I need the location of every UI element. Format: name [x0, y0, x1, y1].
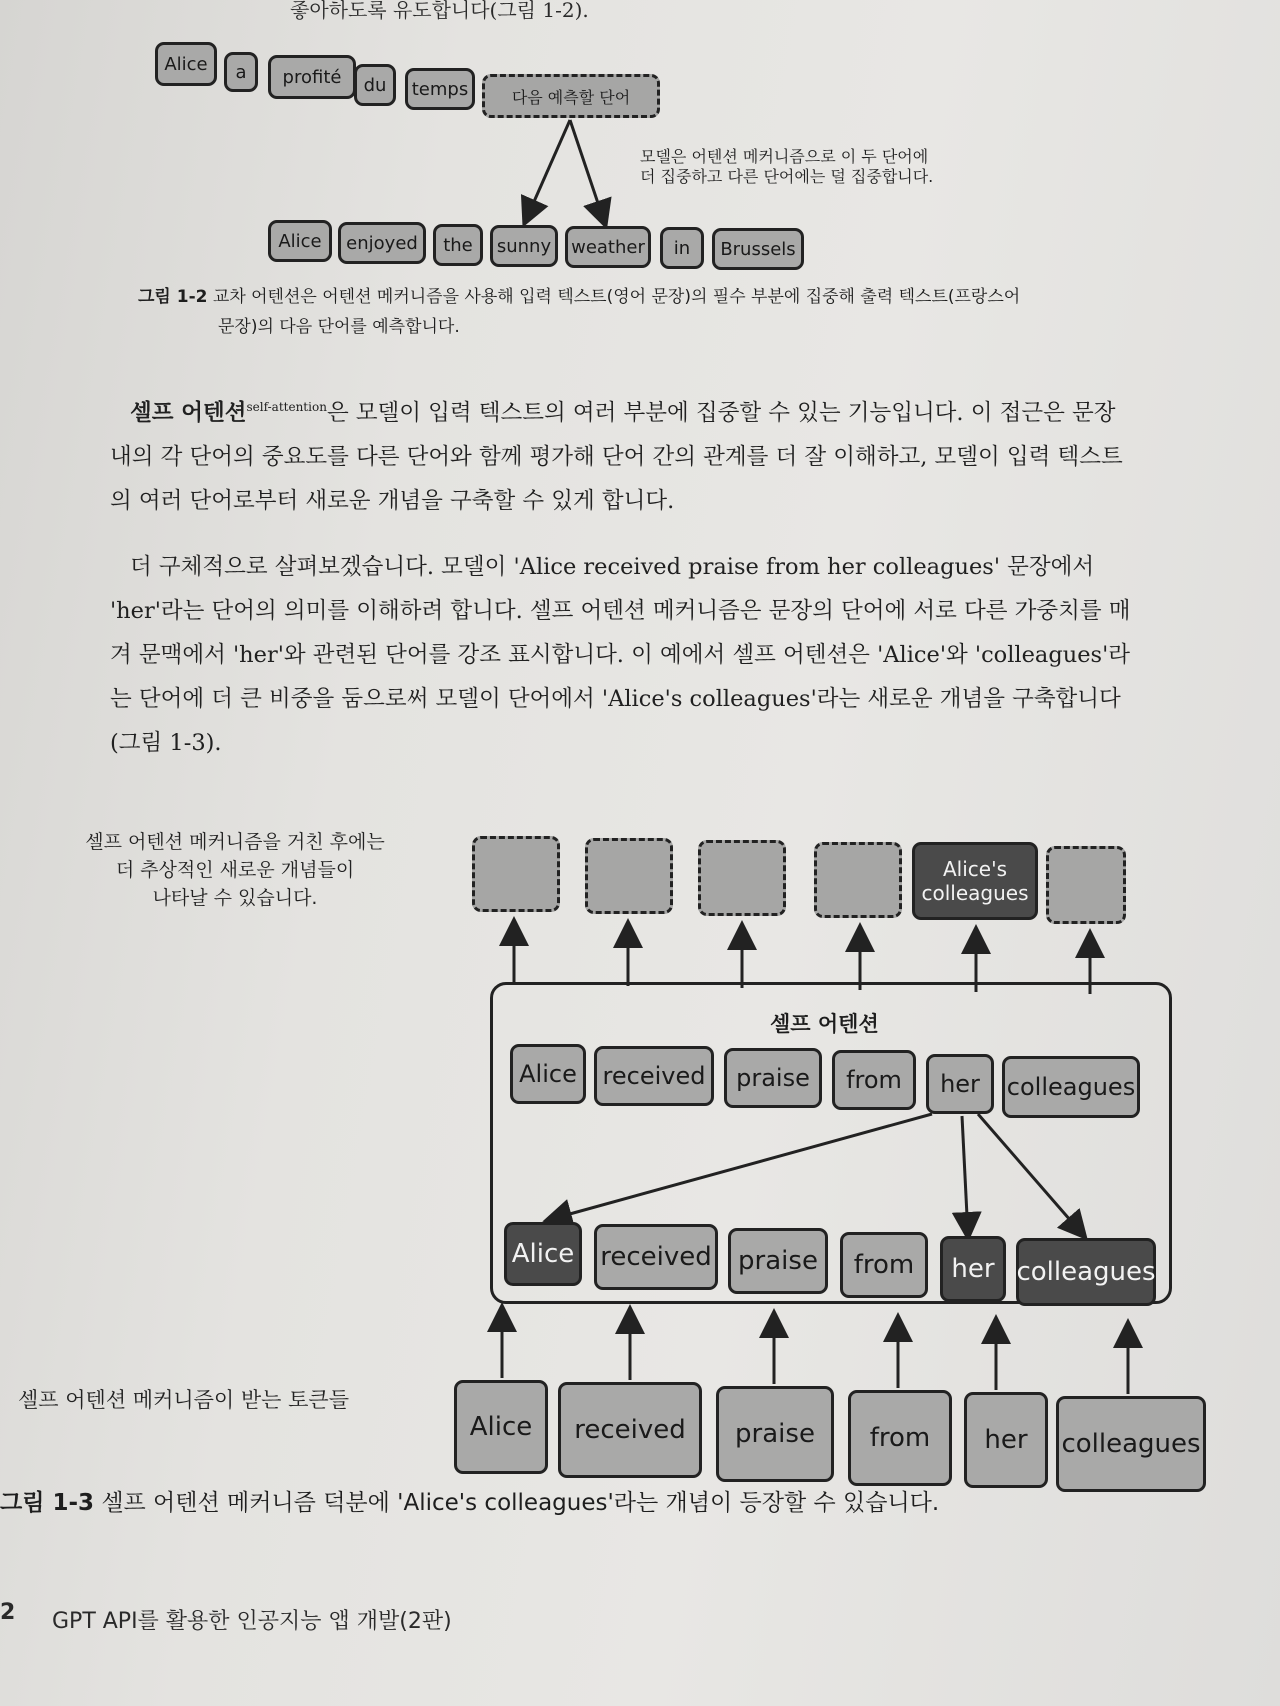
top-note-line-2: 더 추상적인 새로운 개념들이: [115, 859, 355, 881]
top-note-line-1: 셀프 어텐션 메커니즘을 거친 후에는: [85, 831, 385, 853]
figure-1-3-caption: [0, 1484, 1060, 1517]
fig2-note-line-1: 모델은 어텐션 메커니즘으로 이 두 단어에: [640, 147, 929, 166]
input-token-her: her: [964, 1392, 1048, 1488]
caption-label: 그림 1-3: [0, 1490, 94, 1516]
term-english: self-attention: [246, 400, 327, 414]
next-word-placeholder: 다음 예측할 단어: [482, 74, 660, 118]
page-number: 2: [0, 1600, 16, 1625]
panel-token-from: from: [832, 1050, 916, 1110]
english-token-alice: Alice: [268, 220, 332, 262]
panel-token-colleagues: colleagues: [1002, 1056, 1140, 1118]
panel-output-token-from: from: [840, 1232, 928, 1298]
input-token-received: received: [558, 1382, 702, 1478]
panel-token-alice: Alice: [510, 1044, 586, 1104]
input-token-praise: praise: [716, 1386, 834, 1482]
english-token-the: the: [433, 224, 483, 266]
output-concept-alices-colleagues: Alice's colleagues: [912, 842, 1038, 920]
french-token-profite: profité: [268, 55, 356, 99]
caption-text-line-1: 교차 어텐션은 어텐션 메커니즘을 사용해 입력 텍스트(영어 문장)의 필수 부분에 집중해 출력 텍스트(프랑스어: [212, 287, 1021, 307]
english-token-weather: weather: [565, 226, 651, 268]
panel-output-token-received: received: [594, 1224, 718, 1290]
input-token-colleagues: colleagues: [1056, 1396, 1206, 1492]
caption-text: 셀프 어텐션 메커니즘 덕분에 'Alice's colleagues'라는 개념이 등장할 수 있습니다.: [101, 1490, 940, 1516]
panel-token-her: her: [926, 1054, 994, 1114]
french-token-alice: Alice: [155, 42, 217, 86]
fig2-note-line-2: 더 집중하고 다른 단어에는 덜 집중합니다.: [640, 167, 934, 186]
english-token-enjoyed: enjoyed: [338, 222, 426, 264]
caption-text-line-2: 문장)의 다음 단어를 예측합니다.: [218, 317, 460, 337]
paragraph-2-text: 더 구체적으로 살펴보겠습니다. 모델이 'Alice received praise from her colleagues' 문장에서 'her'라는 단어의 의미를 이해하려 합니다. 셀프 어텐션 메커니즘은 문장의 단어에 서로 다른 가중치를 매겨 문맥에서 'her'와 관련된 단어를 강조 표시합니다. 이 예에서 셀프 어텐션은 'Alice'와 'colleagues'라는 단어에 더 큰 비중을 둠으로써 모델이 단어에서 'Alice's colleagues'라는 새로운 개념을 구축합니다(그림 1-3).: [110, 554, 1131, 756]
paragraph-1-text: 은 모델이 입력 텍스트의 여러 부분에 집중할 수 있는 기능입니다. 이 접근은 문장 내의 각 단어의 중요도를 다른 단어와 함께 평가해 단어 간의 관계를 더 잘 이해하고, 모델이 입력 텍스트의 여러 단어로부터 새로운 개념을 구축할 수 있게 합니다.: [110, 400, 1123, 514]
panel-output-token-praise: praise: [728, 1228, 828, 1294]
caption-label: 그림 1-2: [138, 287, 208, 307]
input-token-from: from: [848, 1390, 952, 1486]
previous-text-fragment: 좋아하도록 유도합니다(그림 1-2).: [290, 0, 589, 22]
fig3-bottom-note: 셀프 어텐션 메커니즘이 받는 토큰들: [18, 1388, 349, 1412]
french-token-temps: temps: [405, 68, 475, 110]
french-token-a: a: [224, 52, 258, 92]
running-footer-title: GPT API를 활용한 인공지능 앱 개발(2판): [52, 1609, 452, 1634]
self-attention-title: 셀프 어텐션: [770, 1012, 879, 1036]
panel-output-token-colleagues: colleagues: [1016, 1238, 1156, 1306]
english-token-in: in: [660, 227, 704, 269]
english-token-sunny: sunny: [490, 225, 558, 267]
input-token-alice: Alice: [454, 1380, 548, 1474]
term-self-attention: 셀프 어텐션: [130, 400, 247, 426]
panel-output-token-her: her: [940, 1236, 1006, 1302]
panel-token-received: received: [594, 1046, 714, 1106]
top-note-line-3: 나타날 수 있습니다.: [152, 887, 318, 909]
panel-token-praise: praise: [724, 1048, 822, 1108]
english-token-brussels: Brussels: [712, 228, 804, 270]
panel-output-token-alice: Alice: [504, 1222, 582, 1286]
french-token-du: du: [354, 64, 396, 106]
